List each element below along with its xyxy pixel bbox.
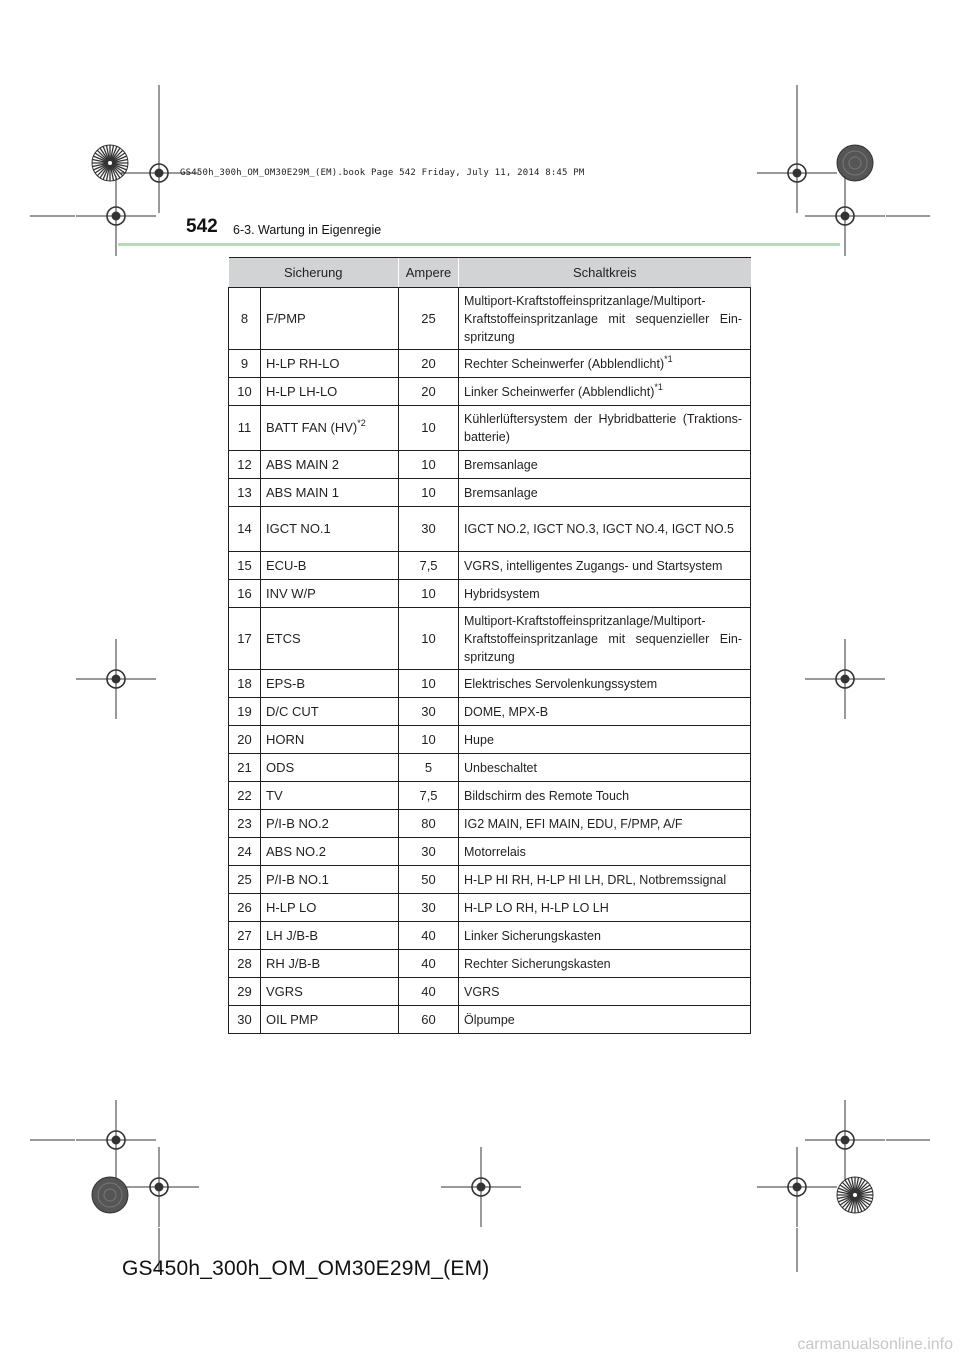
- table-row: [229, 507, 751, 552]
- fuse-ampere: 20: [399, 378, 459, 406]
- circuit-text: Linker Scheinwerfer (Abblendlicht): [464, 384, 655, 399]
- fuse-number: 22: [229, 782, 261, 810]
- header-circuit: Schaltkreis: [459, 258, 751, 288]
- table-row: [229, 922, 751, 950]
- fuse-name: LH J/B-B: [261, 922, 399, 950]
- table-row: [229, 608, 751, 670]
- fuse-number: 20: [229, 726, 261, 754]
- fuse-name: F/PMP: [261, 288, 399, 350]
- fuse-ampere: 60: [399, 1006, 459, 1034]
- registration-disc-icon: [92, 1177, 128, 1213]
- registration-wheel-icon: [92, 145, 128, 181]
- book-file-header: GS450h_300h_OM_OM30E29M_(EM).book Page 542 Friday, July 11, 2014 8:45 PM: [180, 168, 585, 178]
- document-code-footer: GS450h_300h_OM_OM30E29M_(EM): [122, 1257, 490, 1280]
- fuse-number: 25: [229, 866, 261, 894]
- registration-disc-icon: [837, 145, 873, 181]
- footnote-marker: *1: [664, 353, 673, 364]
- watermark: carmanualsonline.info: [797, 1336, 953, 1353]
- fuse-circuit: Bildschirm des Remote Touch: [459, 782, 751, 810]
- header-divider: [118, 243, 840, 246]
- fuse-number: 23: [229, 810, 261, 838]
- fuse-table: [228, 257, 751, 1034]
- fuse-name: P/I-B NO.1: [261, 866, 399, 894]
- crosshair-icon: [805, 1100, 885, 1180]
- fuse-ampere: 40: [399, 950, 459, 978]
- fuse-name: ABS NO.2: [261, 838, 399, 866]
- fuse-ampere: 30: [399, 838, 459, 866]
- fuse-number: 16: [229, 580, 261, 608]
- fuse-circuit: IG2 MAIN, EFI MAIN, EDU, F/PMP, A/F: [459, 810, 751, 838]
- fuse-number: 17: [229, 608, 261, 670]
- fuse-ampere: 10: [399, 451, 459, 479]
- crosshair-icon: [757, 1147, 837, 1227]
- crosshair-icon: [119, 1147, 199, 1227]
- page-number: 542: [186, 216, 218, 237]
- fuse-ampere: 30: [399, 507, 459, 552]
- fuse-circuit: Hupe: [459, 726, 751, 754]
- table-row: [229, 1006, 751, 1034]
- fuse-ampere: 50: [399, 866, 459, 894]
- fuse-ampere: 20: [399, 350, 459, 378]
- fuse-name: EPS-B: [261, 670, 399, 698]
- fuse-circuit: Multiport-Kraftstoffeinspritzanlage/Multiport-Kraftstoffeinspritzanlage mit sequenzieller Ein-spritzung: [459, 288, 751, 350]
- table-row: [229, 950, 751, 978]
- fuse-ampere: 10: [399, 479, 459, 507]
- fuse-number: 27: [229, 922, 261, 950]
- fuse-circuit: VGRS: [459, 978, 751, 1006]
- fuse-name-text: BATT FAN (HV): [266, 420, 358, 435]
- fuse-name: ABS MAIN 1: [261, 479, 399, 507]
- fuse-circuit: Elektrisches Servolenkungssystem: [459, 670, 751, 698]
- table-row: [229, 726, 751, 754]
- fuse-number: 21: [229, 754, 261, 782]
- fuse-number: 18: [229, 670, 261, 698]
- fuse-ampere: 7,5: [399, 782, 459, 810]
- crosshair-icon: [76, 1100, 156, 1180]
- fuse-circuit: [459, 350, 751, 378]
- table-row: [229, 378, 751, 406]
- fuse-ampere: 10: [399, 670, 459, 698]
- fuse-ampere: 30: [399, 894, 459, 922]
- footnote-marker: *2: [357, 418, 366, 428]
- table-row: [229, 978, 751, 1006]
- fuse-circuit: H-LP LO RH, H-LP LO LH: [459, 894, 751, 922]
- fuse-circuit: Motorrelais: [459, 838, 751, 866]
- table-row: [229, 350, 751, 378]
- fuse-name: [261, 406, 399, 451]
- fuse-circuit: VGRS, intelligentes Zugangs- und Startsystem: [459, 552, 751, 580]
- crosshair-icon: [76, 639, 156, 719]
- footnote-marker: *1: [654, 381, 663, 392]
- table-row: [229, 782, 751, 810]
- fuse-circuit: Ölpumpe: [459, 1006, 751, 1034]
- fuse-number: 14: [229, 507, 261, 552]
- crosshair-icon: [805, 639, 885, 719]
- table-header-row: [229, 258, 751, 288]
- fuse-name: VGRS: [261, 978, 399, 1006]
- fuse-ampere: 10: [399, 580, 459, 608]
- fuse-number: 13: [229, 479, 261, 507]
- fuse-circuit: Unbeschaltet: [459, 754, 751, 782]
- fuse-circuit: [459, 378, 751, 406]
- fuse-number: 30: [229, 1006, 261, 1034]
- fuse-name: OIL PMP: [261, 1006, 399, 1034]
- fuse-number: 12: [229, 451, 261, 479]
- fuse-ampere: 80: [399, 810, 459, 838]
- table-row: [229, 479, 751, 507]
- table-row: [229, 754, 751, 782]
- fuse-number: 29: [229, 978, 261, 1006]
- fuse-circuit: Kühlerlüftersystem der Hybridbatterie (Traktions-batterie): [459, 406, 751, 451]
- fuse-ampere: 5: [399, 754, 459, 782]
- fuse-circuit: Hybridsystem: [459, 580, 751, 608]
- table-row: [229, 838, 751, 866]
- fuse-number: 19: [229, 698, 261, 726]
- table-row: [229, 451, 751, 479]
- fuse-number: 8: [229, 288, 261, 350]
- table-row: [229, 552, 751, 580]
- fuse-ampere: 7,5: [399, 552, 459, 580]
- fuse-name: H-LP LH-LO: [261, 378, 399, 406]
- fuse-circuit: Multiport-Kraftstoffeinspritzanlage/Multiport-Kraftstoffeinspritzanlage mit sequenzieller Ein-spritzung: [459, 608, 751, 670]
- fuse-circuit: Bremsanlage: [459, 479, 751, 507]
- fuse-circuit: H-LP HI RH, H-LP HI LH, DRL, Notbremssignal: [459, 866, 751, 894]
- fuse-ampere: 10: [399, 608, 459, 670]
- fuse-number: 26: [229, 894, 261, 922]
- fuse-name: INV W/P: [261, 580, 399, 608]
- fuse-name: ETCS: [261, 608, 399, 670]
- fuse-number: 11: [229, 406, 261, 451]
- table-row: [229, 288, 751, 350]
- fuse-number: 9: [229, 350, 261, 378]
- fuse-ampere: 40: [399, 978, 459, 1006]
- fuse-number: 15: [229, 552, 261, 580]
- fuse-circuit: DOME, MPX-B: [459, 698, 751, 726]
- table-row: [229, 670, 751, 698]
- fuse-name: TV: [261, 782, 399, 810]
- table-row: [229, 894, 751, 922]
- table-row: [229, 866, 751, 894]
- table-row: [229, 810, 751, 838]
- fuse-ampere: 10: [399, 406, 459, 451]
- fuse-circuit: IGCT NO.2, IGCT NO.3, IGCT NO.4, IGCT NO.5: [459, 507, 751, 552]
- registration-wheel-icon: [837, 1177, 873, 1213]
- table-row: [229, 580, 751, 608]
- fuse-name: D/C CUT: [261, 698, 399, 726]
- circuit-text: Rechter Scheinwerfer (Abblendlicht): [464, 356, 665, 371]
- fuse-ampere: 10: [399, 726, 459, 754]
- fuse-name: ODS: [261, 754, 399, 782]
- crosshair-icon: [441, 1147, 521, 1227]
- fuse-name: IGCT NO.1: [261, 507, 399, 552]
- fuse-circuit: Bremsanlage: [459, 451, 751, 479]
- fuse-circuit: Rechter Sicherungskasten: [459, 950, 751, 978]
- header-ampere: Ampere: [399, 258, 459, 288]
- fuse-name: RH J/B-B: [261, 950, 399, 978]
- fuse-ampere: 25: [399, 288, 459, 350]
- fuse-ampere: 40: [399, 922, 459, 950]
- table-row: [229, 698, 751, 726]
- fuse-ampere: 30: [399, 698, 459, 726]
- fuse-number: 24: [229, 838, 261, 866]
- fuse-name: H-LP RH-LO: [261, 350, 399, 378]
- fuse-name: P/I-B NO.2: [261, 810, 399, 838]
- header-fuse: Sicherung: [229, 258, 399, 288]
- fuse-circuit: Linker Sicherungskasten: [459, 922, 751, 950]
- fuse-name: ECU-B: [261, 552, 399, 580]
- fuse-name: H-LP LO: [261, 894, 399, 922]
- fuse-name: ABS MAIN 2: [261, 451, 399, 479]
- fuse-number: 28: [229, 950, 261, 978]
- fuse-name: HORN: [261, 726, 399, 754]
- table-row: [229, 406, 751, 451]
- section-title: 6-3. Wartung in Eigenregie: [233, 223, 382, 237]
- fuse-number: 10: [229, 378, 261, 406]
